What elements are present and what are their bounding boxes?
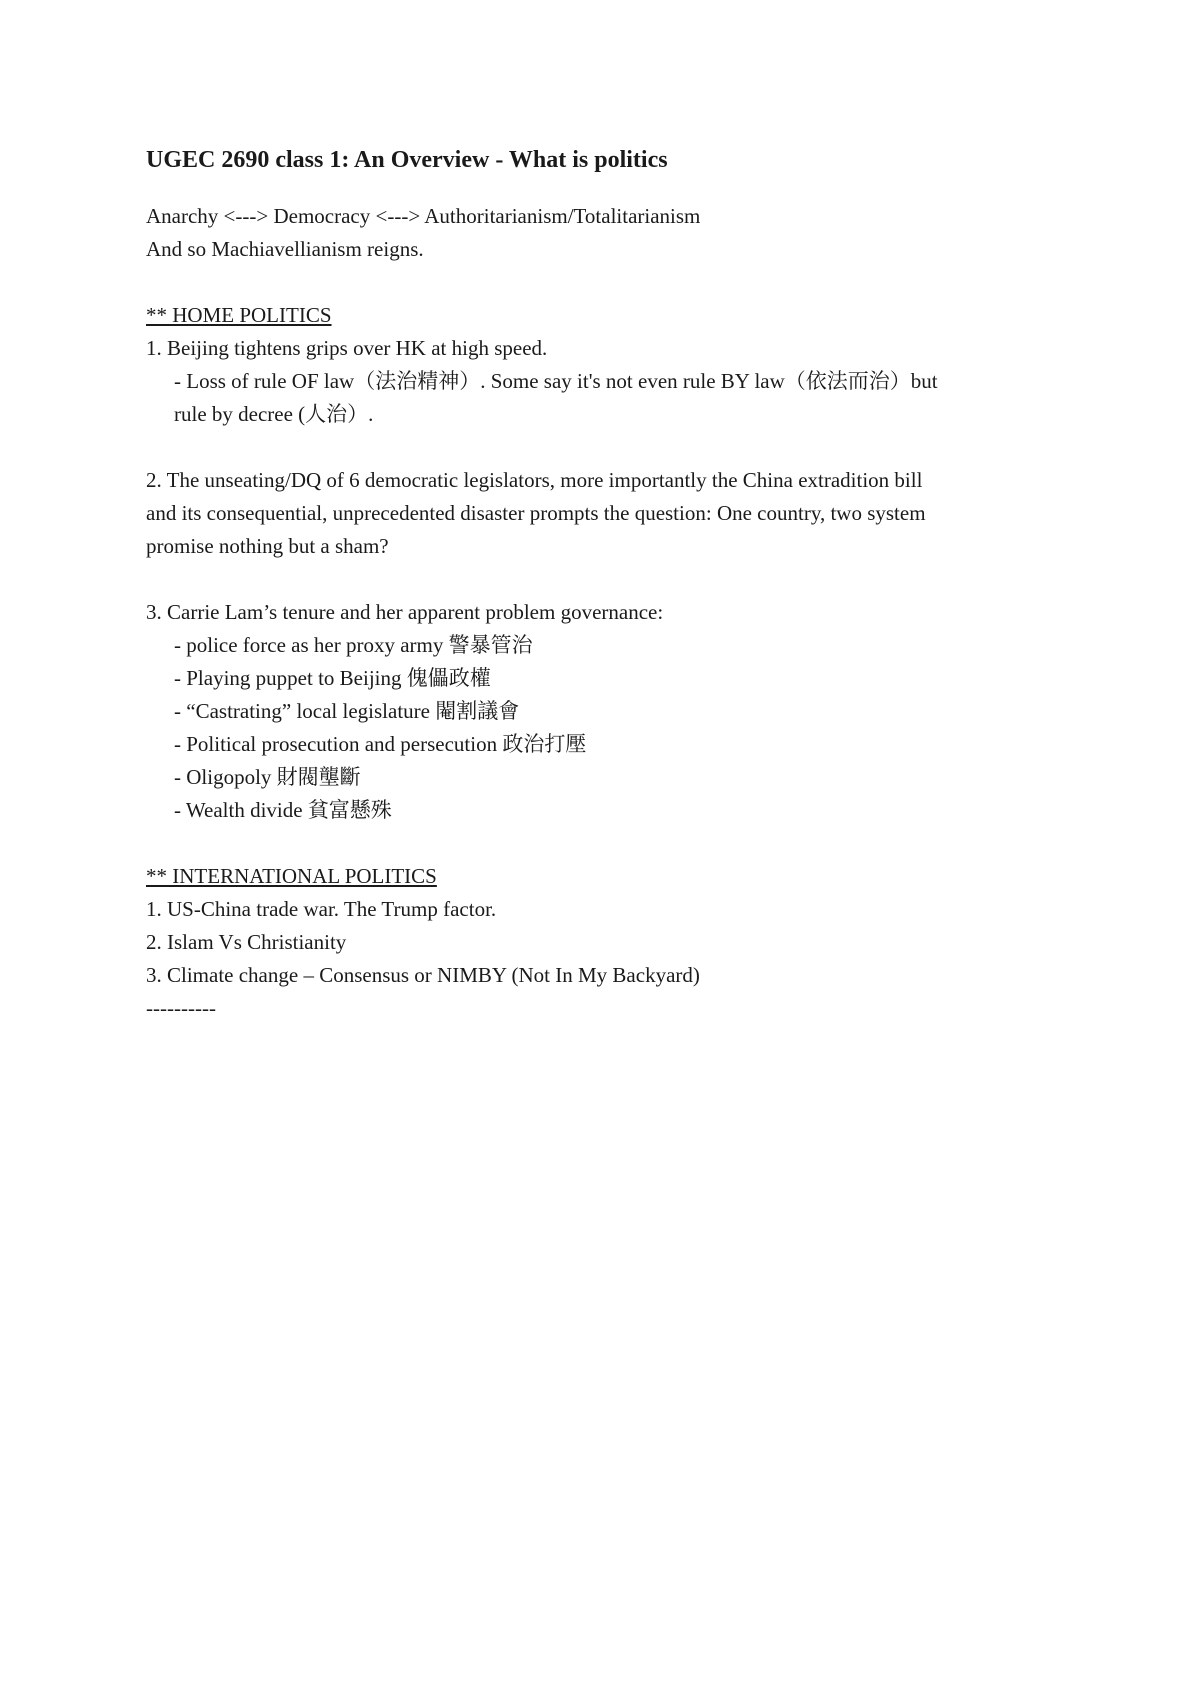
- home-item-2-line-a: 2. The unseating/DQ of 6 democratic legislators, more importantly the China extradition bill: [146, 468, 923, 492]
- international-politics-heading: ** INTERNATIONAL POLITICS: [146, 864, 437, 888]
- separator-line: ----------: [146, 996, 216, 1020]
- intro-line-1: Anarchy <---> Democracy <---> Authoritarianism/Totalitarianism: [146, 204, 701, 228]
- home-item-1-sub-b: rule by decree (人治）.: [174, 402, 374, 426]
- page-title: UGEC 2690 class 1: An Overview - What is politics: [146, 147, 668, 173]
- home-item-3-sub: - Playing puppet to Beijing 傀儡政權: [174, 666, 491, 690]
- home-item-3-sub: - Political prosecution and persecution 政治打壓: [174, 732, 587, 756]
- home-politics-heading: ** HOME POLITICS: [146, 303, 332, 327]
- home-item-3-sub: - “Castrating” local legislature 閹割議會: [174, 699, 520, 723]
- international-item: 2. Islam Vs Christianity: [146, 930, 347, 954]
- intro-line-2: And so Machiavellianism reigns.: [146, 237, 424, 261]
- home-item-3: 3. Carrie Lam’s tenure and her apparent problem governance:: [146, 600, 664, 624]
- spacer: [146, 827, 1066, 860]
- home-item-3-sub: - Oligopoly 財閥壟斷: [174, 765, 361, 789]
- spacer: [146, 563, 1066, 596]
- home-item-3-sub: - police force as her proxy army 警暴管治: [174, 633, 533, 657]
- international-item: 1. US-China trade war. The Trump factor.: [146, 897, 497, 921]
- international-item: 3. Climate change – Consensus or NIMBY (Not In My Backyard): [146, 963, 700, 987]
- spacer: [146, 431, 1066, 464]
- home-item-3-sub: - Wealth divide 貧富懸殊: [174, 798, 392, 822]
- home-item-2-line-b: and its consequential, unprecedented disaster prompts the question: One country, two system: [146, 501, 926, 525]
- home-item-2-line-c: promise nothing but a sham?: [146, 534, 389, 558]
- spacer: [146, 266, 1066, 299]
- document-page: [146, 140, 1066, 1025]
- home-item-1-sub-a: - Loss of rule OF law（法治精神）. Some say it's not even rule BY law（依法而治）but: [174, 369, 938, 393]
- home-item-1: 1. Beijing tightens grips over HK at high speed.: [146, 336, 548, 360]
